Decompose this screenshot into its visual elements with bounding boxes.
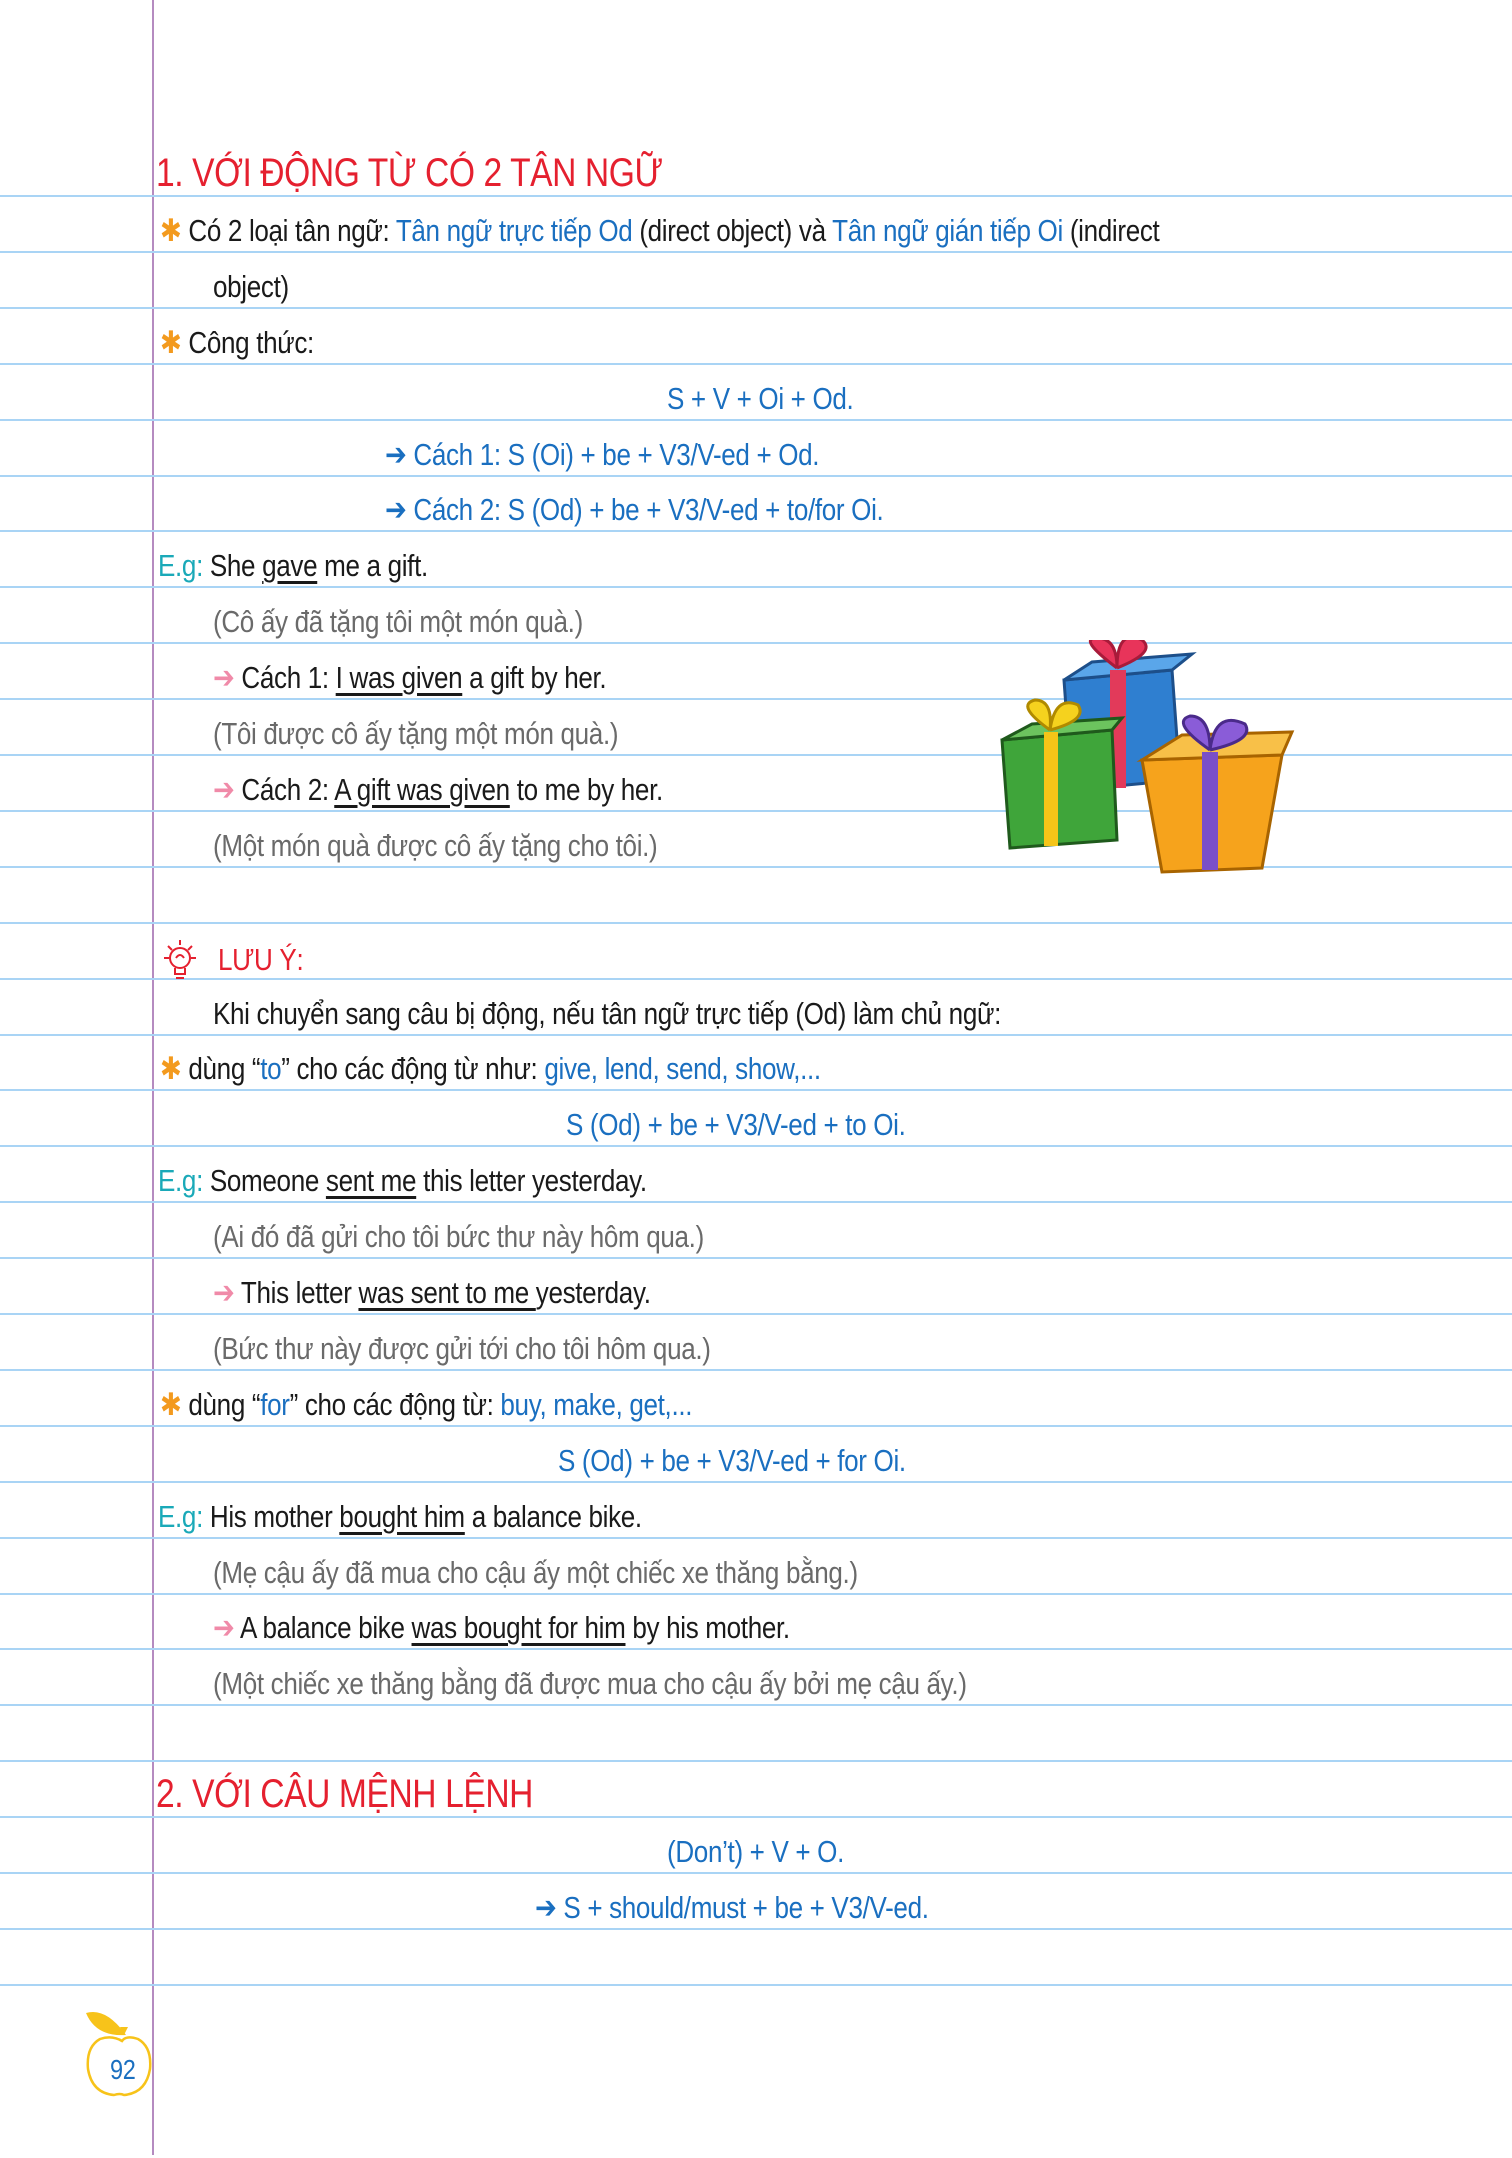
gift-boxes-illustration	[992, 640, 1302, 880]
text-segment: dùng “	[181, 1386, 261, 1422]
ruled-line	[0, 1872, 1512, 1874]
ruled-line	[0, 1648, 1512, 1650]
text-line	[385, 490, 883, 530]
ruled-line	[0, 1201, 1512, 1203]
text-segment: A balance bike	[239, 1610, 412, 1646]
text-segment: E.g:	[158, 548, 203, 584]
text-line	[213, 770, 663, 810]
ruled-line	[0, 530, 1512, 532]
ruled-line	[0, 475, 1512, 477]
ruled-line	[0, 1928, 1512, 1930]
bullet-asterisk-icon: ✱	[160, 212, 182, 248]
ruled-line	[0, 1257, 1512, 1259]
ruled-line	[0, 1481, 1512, 1483]
text-segment: (Ai đó đã gửi cho tôi bức thư này hôm qua.)	[213, 1219, 704, 1255]
ruled-line	[0, 419, 1512, 421]
text-segment: me a gift.	[317, 548, 428, 584]
bullet-asterisk-icon: ✱	[160, 1051, 182, 1087]
text-segment: ➔	[213, 771, 242, 807]
ruled-line	[0, 1593, 1512, 1595]
ruled-line	[0, 1313, 1512, 1315]
text-segment: She	[202, 548, 263, 584]
text-segment: object)	[213, 268, 289, 304]
ruled-line	[0, 1760, 1512, 1762]
ruled-line	[0, 1984, 1512, 1986]
text-line	[213, 714, 618, 754]
page-number: 92	[110, 2054, 136, 2085]
text-segment: S (Od) + be + V3/V-ed + for Oi.	[558, 1442, 906, 1478]
text-segment: a gift by her.	[462, 660, 607, 696]
text-line	[213, 1217, 704, 1257]
text-segment: Tân ngữ trực tiếp Od	[395, 212, 633, 248]
text-segment: (Tôi được cô ấy tặng một món quà.)	[213, 716, 619, 751]
text-line	[213, 1664, 967, 1704]
text-segment: ➔ S + should/must + be + V3/V-ed.	[535, 1889, 929, 1925]
text-line	[566, 1105, 905, 1145]
ruled-line	[0, 1537, 1512, 1539]
ruled-line	[0, 1816, 1512, 1818]
ruled-line	[0, 1145, 1512, 1147]
bullet-asterisk-icon: ✱	[160, 324, 182, 360]
ruled-line	[0, 586, 1512, 588]
text-line	[213, 826, 657, 866]
text-segment: Cách 2:	[241, 771, 335, 807]
text-segment: (direct object) và	[632, 212, 833, 248]
text-segment: Someone	[202, 1163, 326, 1199]
text-segment: Công thức:	[181, 324, 314, 360]
section-1-title: 1. VỚI ĐỘNG TỪ CÓ 2 TÂN NGỮ	[156, 151, 663, 195]
text-segment: was bought for him	[411, 1610, 626, 1646]
text-segment: I was given	[335, 660, 463, 696]
ruled-line	[0, 1369, 1512, 1371]
text-segment: dùng “	[181, 1051, 261, 1087]
text-segment: S (Od) + be + V3/V-ed + to Oi.	[566, 1107, 906, 1143]
text-segment: S + V + Oi + Od.	[667, 380, 854, 416]
ruled-line	[0, 1034, 1512, 1036]
text-segment: gave	[262, 548, 318, 584]
text-segment: ➔ Cách 1: S (Oi) + be + V3/V-ed + Od.	[385, 436, 820, 472]
text-line	[213, 602, 583, 642]
text-segment: (Cô ấy đã tặng tôi một món quà.)	[213, 604, 583, 640]
ruled-line	[0, 1425, 1512, 1427]
text-segment: ➔ Cách 2: S (Od) + be + V3/V-ed + to/for Oi.	[385, 492, 884, 528]
text-segment: His mother	[202, 1498, 340, 1534]
text-line	[160, 1385, 692, 1425]
text-segment: by his mother.	[625, 1610, 790, 1646]
ruled-line	[0, 1704, 1512, 1706]
text-segment: (Mẹ cậu ấy đã mua cho cậu ấy một chiếc xe thăng bằng.)	[213, 1554, 858, 1590]
bullet-asterisk-icon: ✱	[160, 1386, 182, 1422]
text-segment: E.g:	[158, 1498, 203, 1534]
text-segment: Cách 1:	[241, 660, 336, 696]
text-line	[158, 546, 428, 586]
text-segment: Có 2 loại tân ngữ:	[181, 212, 396, 248]
text-line	[213, 1329, 711, 1369]
ruled-line	[0, 922, 1512, 924]
text-segment: ➔	[213, 1275, 241, 1310]
section-2-title: 2. VỚI CÂU MỆNH LỆNH	[156, 1772, 534, 1816]
text-line	[213, 1273, 651, 1313]
ruled-line	[0, 363, 1512, 365]
text-segment: A gift was given	[334, 771, 510, 807]
ruled-line	[0, 1089, 1512, 1091]
text-segment: Khi chuyển sang câu bị động, nếu tân ngữ trực tiếp (Od) làm chủ ngữ:	[213, 995, 1001, 1031]
text-segment: This letter	[240, 1275, 359, 1310]
text-line	[160, 323, 314, 363]
text-segment: (indirect	[1062, 212, 1160, 248]
text-segment: Tân ngữ gián tiếp Oi	[832, 212, 1063, 248]
ruled-line	[0, 307, 1512, 309]
text-segment: was sent to me	[358, 1275, 536, 1310]
text-segment: to me by her.	[509, 771, 663, 807]
text-segment: ➔	[213, 660, 242, 696]
lightbulb-icon	[158, 936, 202, 984]
text-line	[385, 435, 819, 475]
text-line	[558, 1441, 906, 1481]
text-segment: sent me	[325, 1163, 417, 1199]
text-line	[158, 1497, 642, 1537]
note-label: LƯU Ý:	[218, 942, 304, 977]
text-segment: ” cho các động từ như:	[281, 1051, 545, 1087]
text-line	[213, 1608, 790, 1648]
text-segment: yesterday.	[535, 1275, 651, 1310]
ruled-line	[0, 195, 1512, 197]
text-segment: (Một chiếc xe thăng bằng đã được mua cho cậu ấy bởi mẹ cậu ấy.)	[213, 1666, 967, 1702]
text-line	[158, 1161, 647, 1201]
text-line	[213, 1553, 858, 1593]
text-segment: ” cho các động từ:	[289, 1386, 501, 1422]
text-segment: ➔	[213, 1610, 240, 1646]
text-line	[667, 379, 853, 419]
text-line	[160, 211, 1159, 251]
text-segment: this letter yesterday.	[416, 1163, 647, 1199]
text-segment: bought him	[339, 1498, 465, 1534]
text-segment: a balance bike.	[464, 1498, 642, 1534]
text-line	[535, 1888, 929, 1928]
text-line	[160, 1049, 821, 1089]
text-segment: to	[260, 1051, 282, 1087]
text-segment: E.g:	[158, 1163, 203, 1199]
text-segment: (Don’t) + V + O.	[667, 1834, 844, 1869]
ruled-line	[0, 251, 1512, 253]
text-segment: (Một món quà được cô ấy tặng cho tôi.)	[213, 827, 658, 863]
text-line	[667, 1832, 844, 1872]
text-line	[213, 994, 1001, 1034]
text-segment: give, lend, send, show,...	[544, 1051, 821, 1087]
text-line	[213, 267, 289, 307]
text-line	[213, 658, 606, 698]
text-segment: (Bức thư này được gửi tới cho tôi hôm qua.)	[213, 1330, 711, 1366]
margin-line	[152, 0, 154, 2155]
text-segment: buy, make, get,...	[500, 1386, 693, 1422]
text-segment: for	[260, 1386, 290, 1422]
